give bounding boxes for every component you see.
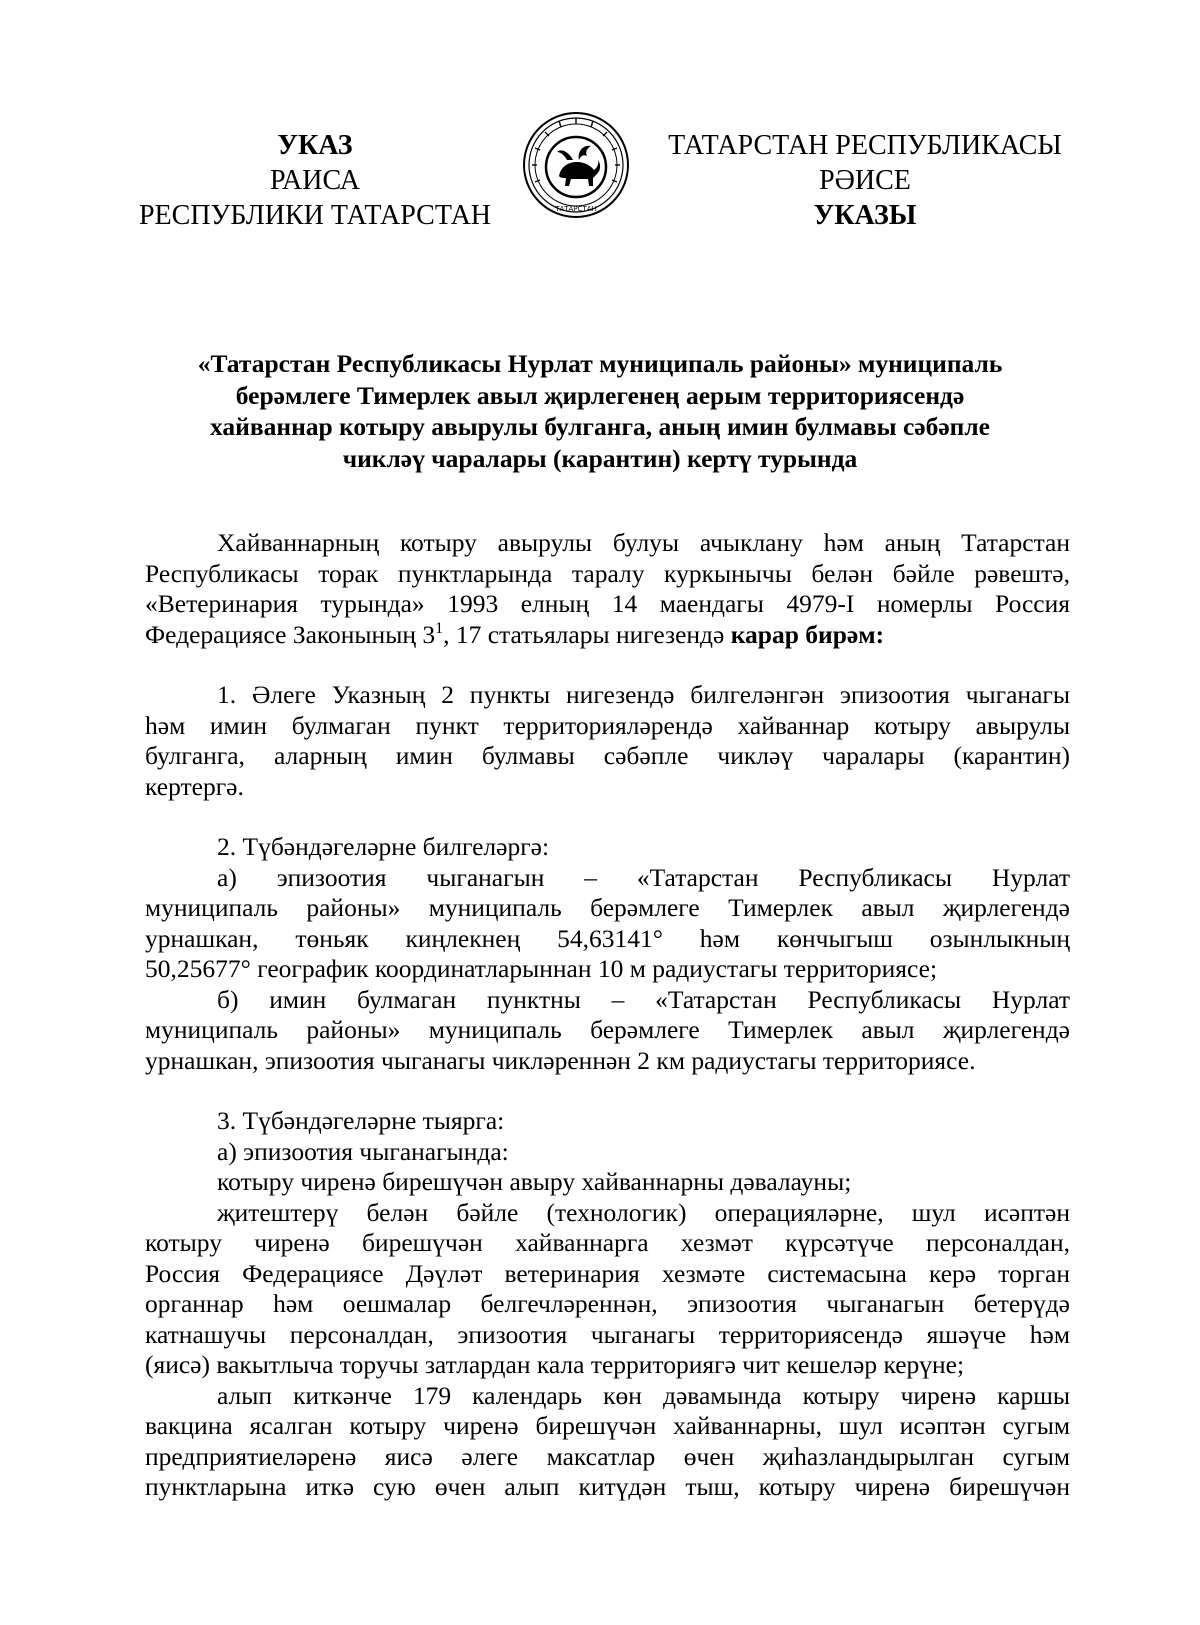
text-line: пунктларына иткә сую өчен алып китүдән тыш, котыру чиренә бирешүчән xyxy=(145,1472,1070,1501)
text-line: органнар һәм оешмалар белгечләреннән, эпизоотия чыганагын бетерүдә xyxy=(145,1289,1070,1318)
decree-body xyxy=(145,528,1070,1503)
text-line: Республикасы торак пунктларында таралу куркынычы белән бәйле рәвештә, xyxy=(145,558,1070,588)
item-2-heading: 2. Түбәндәгеләрне билгеләргә: xyxy=(217,832,550,861)
text-line: кертергә. xyxy=(145,771,244,801)
tatarstan-coat-of-arms-icon xyxy=(521,110,631,220)
text-line: катнашучы персоналдан, эпизоотия чыганагы территориясендә яшәүче һәм xyxy=(145,1319,1070,1349)
preamble-articles: , 17 статьялары нигезендә xyxy=(443,619,731,649)
title-line: хайваннар котыру авырулы булганга, аның имин булмавы сәбәпле xyxy=(210,412,990,441)
text-line: урнашкан, төньяк киңлекнең 54,63141° һәм көнчыгыш озынлыкның xyxy=(145,923,1070,953)
text-line: муниципаль районы» муниципаль берәмлеге Тимерлек авыл җирлегендә xyxy=(145,1015,1070,1044)
text-line: җитештерү белән бәйле (технологик) операцияләрне, шул исәптән xyxy=(217,1197,1070,1227)
text-line: б) имин булмаган пунктны – «Татарстан Республикасы Нурлат xyxy=(217,984,1070,1014)
header-right-block xyxy=(665,128,1065,233)
text-line: Хайваннарның котыру авырулы булуы ачыклану һәм аның Татарстан xyxy=(217,528,1070,557)
header-right-decree: УКАЗЫ xyxy=(813,200,917,231)
decree-title xyxy=(145,348,1055,474)
emblem-caption: ТАТАРСТАН xyxy=(555,205,597,213)
item-3-heading: 3. Түбәндәгеләрне тыярга: xyxy=(217,1106,505,1135)
preamble-resolve: карар бирәм: xyxy=(730,619,885,649)
text-line: котыру чиренә бирешүчән авыру хайваннарны дәвалауны; xyxy=(217,1167,852,1196)
text-line: а) эпизоотия чыганагын – «Татарстан Республикасы Нурлат xyxy=(217,862,1070,892)
text-line: «Ветеринария турында» 1993 елның 14 маендагы 4979-I номерлы Россия xyxy=(145,589,1070,618)
header-left-block xyxy=(125,128,505,233)
title-line: берәмлеге Тимерлек авыл җирлегенең аерым территориясендә xyxy=(235,380,965,410)
text-line: Россия Федерациясе Дәүләт ветеринария хезмәте системасына керә торган xyxy=(145,1258,1070,1288)
text-line: муниципаль районы» муниципаль берәмлеге Тимерлек авыл җирлегендә xyxy=(145,893,1070,922)
preamble-paragraph xyxy=(145,528,1070,650)
text-line: вакцина ясалган котыру чиренә бирешүчән хайваннарны, шул исәптән сугым xyxy=(145,1411,1070,1440)
text-line: предприятиеләренә яисә әлеге максатлар өчен җиһазландырылган сугым xyxy=(145,1441,1070,1471)
article-superscript: 1 xyxy=(435,619,444,637)
preamble-law-ref: Федерациясе Законының 3 xyxy=(145,619,436,649)
text-line: һәм имин булмаган пункт территорияләрендә хайваннар котыру авырулы xyxy=(145,710,1070,740)
header-left-decree: УКАЗ xyxy=(277,130,353,161)
item-3a-heading: а) эпизоотия чыганагында: xyxy=(217,1136,509,1166)
text-line xyxy=(145,620,1070,651)
text-line: (яисә) вакытлыча торучы затлардан кала территориягә чит кешеләр керүне; xyxy=(145,1350,965,1379)
text-line: булганга, аларның имин булмавы сәбәпле чикләү чаралары (карантин) xyxy=(145,741,1070,770)
header-left-republic: РЕСПУБЛИКИ ТАТАРСТАН xyxy=(138,200,492,231)
header-right-republic: ТАТАРСТАН РЕСПУБЛИКАСЫ xyxy=(668,130,1062,161)
item-2-paragraph xyxy=(145,832,1070,1076)
text-line: котыру чиренә бирешүчән хайваннарга хезмәт күрсәтүче персоналдан, xyxy=(145,1228,1070,1257)
title-line: чикләү чаралары (карантин) кертү турында xyxy=(342,443,858,473)
item-3-paragraph xyxy=(145,1106,1070,1503)
item-1-paragraph xyxy=(145,680,1070,802)
text-line: алып киткәнче 179 календарь көн дәвамында котыру чиренә каршы xyxy=(217,1380,1070,1410)
header-right-head: РӘИСЕ xyxy=(819,165,911,196)
text-line: урнашкан, эпизоотия чыганагы чикләреннән 2 км радиустагы территориясе. xyxy=(145,1045,976,1075)
text-line: 50,25677° географик координатларыннан 10 м радиустагы территориясе; xyxy=(145,954,938,983)
title-line: «Татарстан Республикасы Нурлат муниципаль районы» муниципаль xyxy=(197,349,1003,378)
header-left-head: РАИСА xyxy=(270,165,360,196)
text-line: 1. Әлеге Указның 2 пункты нигезендә билгеләнгән эпизоотия чыганагы xyxy=(217,680,1070,709)
